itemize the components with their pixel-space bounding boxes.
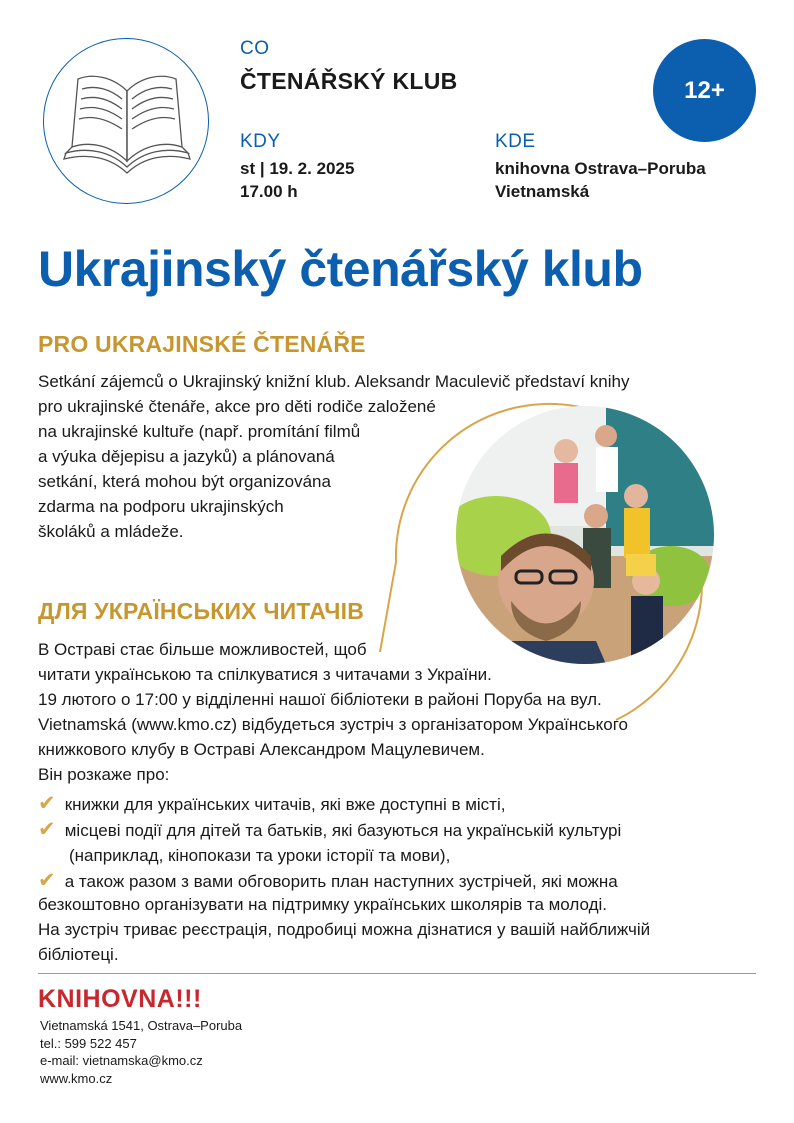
event-photo	[456, 406, 714, 664]
text-line: a výuka dějepisu a jazyků) a plánovaná	[38, 447, 335, 466]
text-line: Setkání zájemců o Ukrajinský knižní klub. Aleksandr Maculevič představí knihy	[38, 372, 630, 391]
text-line: На зустріч триває реєстрація, подробиці можна дізнатися у вашій найближчій	[38, 920, 651, 939]
event-venue: knihovna Ostrava–Poruba	[495, 159, 706, 178]
event-street: Vietnamská	[495, 182, 590, 201]
contact-block	[40, 1017, 242, 1087]
text-line: читати українською та спілкуватися з читачами з України.	[38, 665, 492, 684]
section-ua-heading: ДЛЯ УКРАЇНСЬКИХ ЧИТАЧІВ	[38, 598, 365, 624]
list-item: ✔ книжки для українських читачів, які вже доступні в місті,	[38, 792, 506, 815]
text-line: zdarma na podporu ukrajinských	[38, 497, 284, 516]
text-line: pro ukrajinské čtenáře, akce pro děti rodiče založené	[38, 397, 436, 416]
text-line: 19 лютого о 17:00 у відділенні нашої бібліотеки в районі Поруба на вул.	[38, 690, 602, 709]
when-label: KDY	[240, 131, 281, 152]
event-date: st | 19. 2. 2025	[240, 159, 355, 178]
text-line: книжкового клубу в Остраві Александром Мацулевичем.	[38, 740, 485, 759]
event-type: ČTENÁŘSKÝ KLUB	[240, 68, 458, 94]
page-title: Ukrajinský čtenářský klub	[38, 241, 643, 297]
event-time: 17.00 h	[240, 182, 298, 201]
where-label: KDE	[495, 131, 536, 152]
library-logo: KNIHOVNA!!!	[38, 985, 202, 1013]
checkmark-icon: ✔	[38, 818, 56, 841]
phone: tel.: 599 522 457	[40, 1035, 137, 1051]
text-line: В Остраві стає більше можливостей, щоб	[38, 640, 367, 659]
list-item-continuation: (наприклад, кінопокази та уроки історії та мови),	[69, 846, 451, 865]
text-line: бібліотеці.	[38, 945, 119, 964]
section-ua-intro	[38, 637, 628, 787]
text-line: na ukrajinské kultuře (např. promítání filmů	[38, 422, 361, 441]
footer-divider	[38, 973, 756, 974]
checkmark-icon: ✔	[38, 869, 56, 892]
list-item: ✔ а також разом з вами обговорить план наступних зустрічей, які можна	[38, 869, 618, 892]
open-book-icon	[58, 69, 196, 179]
email[interactable]: e-mail: vietnamska@kmo.cz	[40, 1053, 203, 1068]
group-photo-illustration	[456, 406, 714, 664]
text-line: Він розкаже про:	[38, 765, 170, 784]
text-line: безкоштовно організувати на підтримку українських школярів та молоді.	[38, 895, 608, 914]
text-line: setkání, která mohou být organizována	[38, 472, 331, 491]
section-ua-outro	[38, 892, 650, 967]
text-line: školáků a mládeže.	[38, 522, 184, 541]
what-label: CO	[240, 38, 270, 59]
website-link[interactable]: www.kmo.cz	[40, 1070, 113, 1086]
section-cz-heading: PRO UKRAJINSKÉ ČTENÁŘE	[38, 331, 366, 357]
bullet-list	[38, 791, 621, 894]
address: Vietnamská 1541, Ostrava–Poruba	[40, 1018, 243, 1033]
age-badge: 12+	[653, 39, 756, 142]
text-line: Vietnamská (www.kmo.cz) відбудеться зустріч з організатором Українського	[38, 715, 628, 734]
book-illustration-circle	[43, 38, 209, 204]
checkmark-icon: ✔	[38, 792, 56, 815]
list-item: ✔ місцеві події для дітей та батьків, які базуються на українській культурі	[38, 818, 622, 841]
